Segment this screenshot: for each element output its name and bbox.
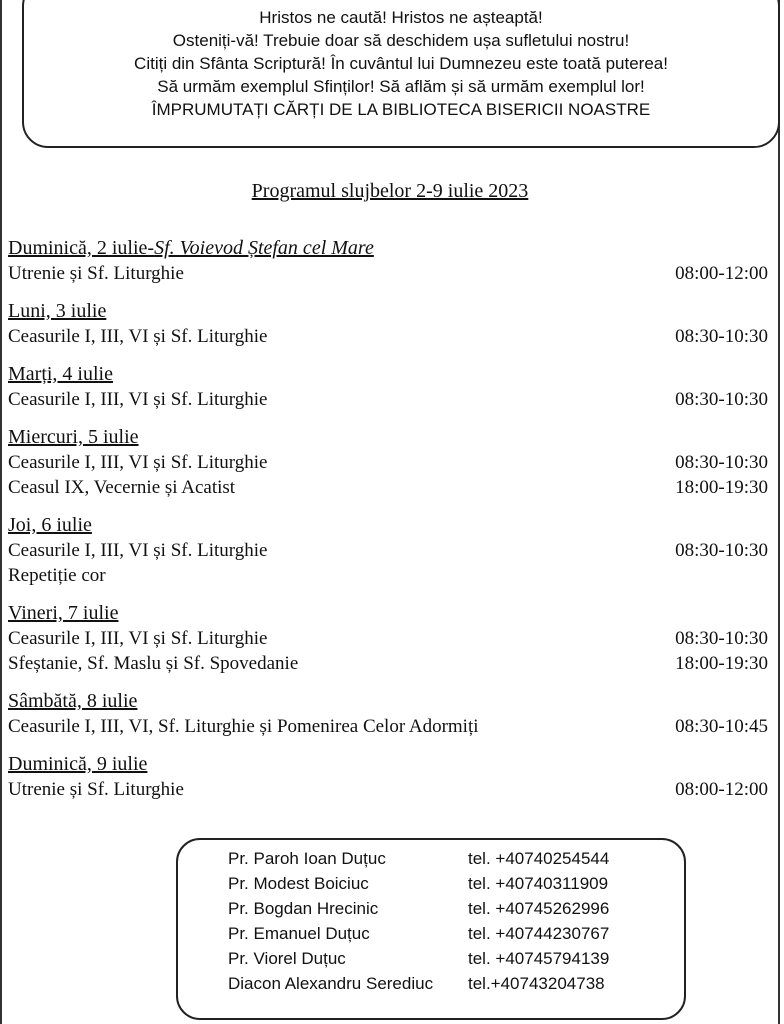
service-time: 08:30-10:30 xyxy=(675,326,768,347)
day-heading xyxy=(8,236,768,261)
day-name: Marți, 4 iulie xyxy=(8,363,113,385)
service-row xyxy=(8,777,768,802)
contact-phone: tel. +40745794139 xyxy=(468,949,610,968)
service-row xyxy=(8,324,768,349)
day-block xyxy=(8,236,768,286)
service-time: 08:30-10:30 xyxy=(675,540,768,561)
contact-row xyxy=(178,971,684,996)
service-time: 18:00-19:30 xyxy=(675,477,768,498)
day-block xyxy=(8,299,768,349)
day-block xyxy=(8,689,768,739)
contact-row xyxy=(178,921,684,946)
service-row xyxy=(8,714,768,739)
service-name: Ceasurile I, III, VI, Sf. Liturghie și Pomenirea Celor Adormiți xyxy=(8,716,479,737)
day-block xyxy=(8,752,768,802)
service-name: Utrenie și Sf. Liturghie xyxy=(8,263,184,284)
contact-phone: tel.+40743204738 xyxy=(468,974,605,993)
contacts-box xyxy=(176,838,686,1020)
day-heading xyxy=(8,362,768,387)
service-name: Ceasurile I, III, VI și Sf. Liturghie xyxy=(8,452,268,473)
contact-name: Pr. Paroh Ioan Duțuc xyxy=(228,849,386,868)
contact-name: Pr. Viorel Duțuc xyxy=(228,949,346,968)
contact-row xyxy=(178,846,684,871)
service-row xyxy=(8,626,768,651)
day-heading xyxy=(8,601,768,626)
service-row xyxy=(8,387,768,412)
day-heading xyxy=(8,689,768,714)
contact-name: Pr. Bogdan Hrecinic xyxy=(228,899,379,918)
day-heading xyxy=(8,299,768,324)
exhortation-line: Să urmăm exemplul Sfinților! Să aflăm și să urmăm exemplul lor! xyxy=(157,77,645,96)
day-name: Vineri, 7 iulie xyxy=(8,602,119,624)
service-row xyxy=(8,475,768,500)
service-name: Ceasurile I, III, VI și Sf. Liturghie xyxy=(8,389,268,410)
day-name: Duminică, 9 iulie xyxy=(8,753,148,775)
day-block xyxy=(8,513,768,588)
day-heading xyxy=(8,425,768,450)
service-time: 08:30-10:30 xyxy=(675,452,768,473)
service-time: 08:30-10:30 xyxy=(675,389,768,410)
contact-name: Pr. Modest Boiciuc xyxy=(228,874,369,893)
service-row xyxy=(8,450,768,475)
service-time: 08:30-10:30 xyxy=(675,628,768,649)
exhortation-line: Hristos ne caută! Hristos ne așteaptă! xyxy=(259,8,543,27)
contact-row xyxy=(178,896,684,921)
exhortation-box xyxy=(22,0,780,148)
service-row xyxy=(8,563,768,588)
contact-phone: tel. +40744230767 xyxy=(468,924,610,943)
day-block xyxy=(8,362,768,412)
service-row xyxy=(8,538,768,563)
service-name: Ceasurile I, III, VI și Sf. Liturghie xyxy=(8,326,268,347)
day-heading xyxy=(8,513,768,538)
contact-name: Diacon Alexandru Serediuc xyxy=(228,974,434,993)
service-name: Sfeștanie, Sf. Maslu și Sf. Spovedanie xyxy=(8,653,299,674)
service-time: 08:00-12:00 xyxy=(675,779,768,800)
service-time: 08:30-10:45 xyxy=(675,716,768,737)
contact-phone: tel. +40740311909 xyxy=(468,874,609,893)
service-time: 18:00-19:30 xyxy=(675,653,768,674)
day-name: Duminică, 2 iulie- xyxy=(8,237,155,259)
schedule-list xyxy=(8,236,768,815)
day-block xyxy=(8,601,768,676)
service-name: Utrenie și Sf. Liturghie xyxy=(8,779,184,800)
service-row xyxy=(8,261,768,286)
day-saint: Sf. Voievod Ștefan cel Mare xyxy=(154,237,374,259)
schedule-title: Programul slujbelor 2-9 iulie 2023 xyxy=(251,180,529,202)
day-heading xyxy=(8,752,768,777)
service-name: Ceasurile I, III, VI și Sf. Liturghie xyxy=(8,628,268,649)
contact-phone: tel. +40740254544 xyxy=(468,849,610,868)
contact-row xyxy=(178,946,684,971)
day-name: Luni, 3 iulie xyxy=(8,300,107,322)
service-name: Ceasul IX, Vecernie și Acatist xyxy=(8,477,236,498)
contact-row xyxy=(178,871,684,896)
day-name: Sâmbătă, 8 iulie xyxy=(8,690,138,712)
service-name: Repetiție cor xyxy=(8,565,106,586)
exhortation-line: Osteniți-vă! Trebuie doar să deschidem ușa sufletului nostru! xyxy=(172,31,630,50)
contact-name: Pr. Emanuel Duțuc xyxy=(228,924,370,943)
exhortation-line: Citiți din Sfânta Scriptură! În cuvântul lui Dumnezeu este toată puterea! xyxy=(134,54,668,73)
day-name: Joi, 6 iulie xyxy=(8,514,92,536)
service-name: Ceasurile I, III, VI și Sf. Liturghie xyxy=(8,540,268,561)
day-block xyxy=(8,425,768,500)
exhortation-line: ÎMPRUMUTAȚI CĂRȚI DE LA BIBLIOTECA BISERICII NOASTRE xyxy=(151,100,651,119)
service-row xyxy=(8,651,768,676)
service-time: 08:00-12:00 xyxy=(675,263,768,284)
contact-phone: tel. +40745262996 xyxy=(468,899,610,918)
day-name: Miercuri, 5 iulie xyxy=(8,426,139,448)
